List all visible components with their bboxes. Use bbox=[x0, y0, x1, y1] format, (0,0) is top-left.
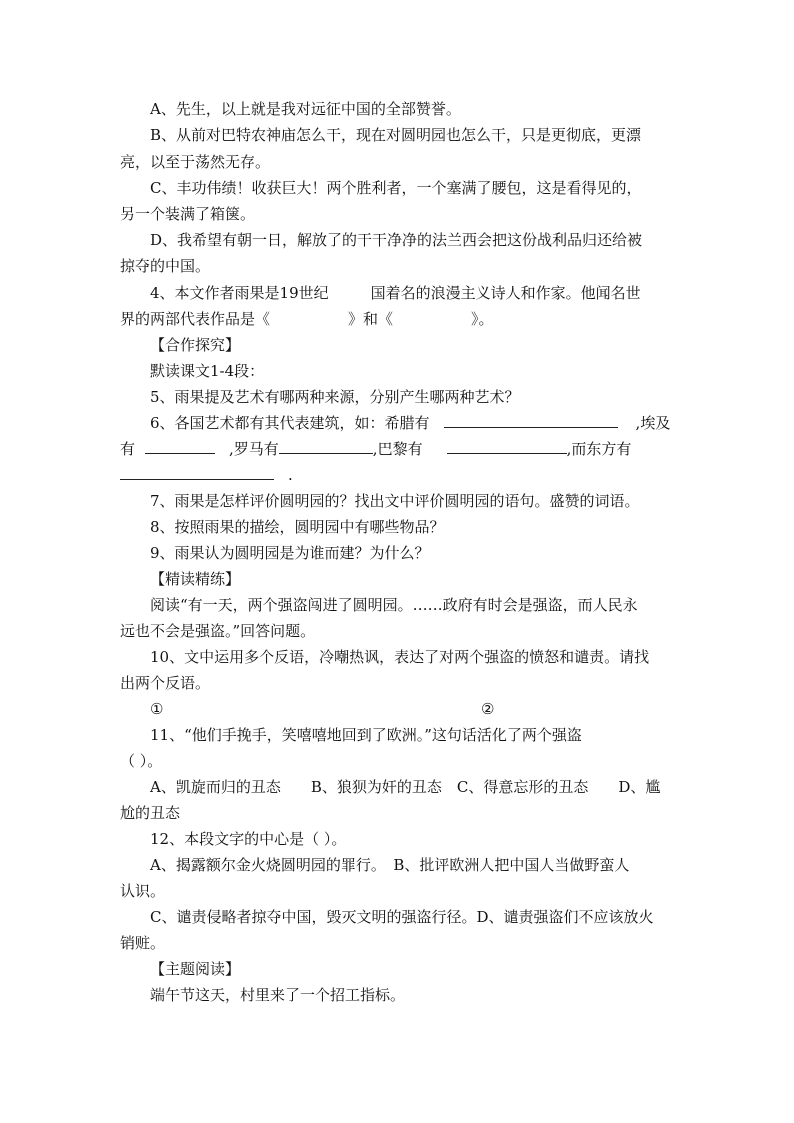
question-11-options: A、凯旋而归的丑态 B、狼狈为奸的丑态 C、得意忘形的丑态 D、尴 bbox=[150, 778, 661, 796]
question-6-continued bbox=[120, 438, 631, 460]
section-cooperative-inquiry: 【合作探究】 bbox=[150, 336, 241, 354]
option-b-continued: 亮，以至于荡然无存。 bbox=[120, 153, 271, 171]
question-9: 9、雨果认为圆明园是为谁而建？为什么？ bbox=[150, 544, 430, 562]
answer-blank-egypt[interactable] bbox=[145, 438, 215, 454]
question-6-text-c: 有 bbox=[120, 440, 136, 458]
option-b-line: B、从前对巴特农神庙怎么干，现在对圆明园也怎么干，只是更彻底，更漂 bbox=[150, 126, 642, 144]
question-11-options-continued: 尬的丑态 bbox=[120, 804, 181, 822]
question-4-text-e: 》。 bbox=[471, 310, 494, 328]
question-4-text-b: 国着名的浪漫主义诗人和作家。他闻名世 bbox=[370, 284, 641, 302]
question-12-option-cd-continued: 销赃。 bbox=[120, 934, 166, 952]
answer-blank-rome[interactable] bbox=[279, 438, 373, 454]
question-4-text-c: 界的两部代表作品是《 bbox=[120, 310, 271, 328]
question-11-bracket: （ ）。 bbox=[120, 752, 163, 770]
reading-instruction-continued: 远也不会是强盗。”回答问题。 bbox=[120, 622, 316, 640]
question-12: 12、本段文字的中心是（ ）。 bbox=[150, 830, 347, 848]
question-11: 11、“他们手挽手，笑嘻嘻地回到了欧洲。”这句话活化了两个强盗 bbox=[150, 726, 582, 744]
question-10-continued: 出两个反语。 bbox=[120, 674, 211, 692]
answer-blank-east[interactable] bbox=[120, 464, 274, 480]
answer-marker-2: ② bbox=[481, 700, 495, 718]
question-6-line bbox=[150, 412, 670, 434]
question-6-text-f: ,而东方有 bbox=[566, 440, 632, 458]
question-8: 8、按照雨果的描绘，圆明园中有哪些物品？ bbox=[150, 518, 445, 536]
option-d-line: D、我希望有朝一日，解放了的干干净净的法兰西会把这份战利品归还给被 bbox=[150, 231, 643, 249]
answer-blank-greece[interactable] bbox=[444, 412, 618, 428]
option-d-continued: 掠夺的中国。 bbox=[120, 257, 211, 275]
question-5: 5、雨果提及艺术有哪两种来源，分别产生哪两种艺术？ bbox=[150, 388, 520, 406]
option-c-continued: 另一个装满了箱箧。 bbox=[120, 205, 256, 223]
question-10: 10、文中运用多个反语，冷嘲热讽，表达了对两个强盗的愤怒和谴责。请找 bbox=[150, 648, 650, 666]
answer-marker-1: ① bbox=[150, 700, 164, 718]
reading-instruction: 阅读“有一天，两个强盗闯进了圆明园。……政府有时会是强盗，而人民永 bbox=[150, 596, 638, 614]
answer-blank-paris[interactable] bbox=[447, 438, 567, 454]
question-6-last-line bbox=[120, 464, 293, 486]
option-c-line: C、丰功伟绩！收获巨大！两个胜利者，一个塞满了腰包，这是看得见的， bbox=[150, 179, 642, 197]
question-4-continued bbox=[120, 308, 494, 330]
question-12-option-ab-continued: 认识。 bbox=[120, 882, 166, 900]
question-12-option-cd: C、谴责侵略者掠夺中国，毁灭文明的强盗行径。D、谴责强盗们不应该放火 bbox=[150, 908, 654, 926]
question-4-text-a: 4、本文作者雨果是19世纪 bbox=[150, 284, 329, 302]
question-6-text-b: ,埃及 bbox=[635, 414, 671, 432]
silent-reading-instruction: 默读课文1-4段： bbox=[150, 362, 265, 380]
question-4-line bbox=[150, 282, 641, 304]
section-theme-reading: 【主题阅读】 bbox=[150, 960, 241, 978]
question-12-option-ab: A、揭露额尔金火烧圆明园的罪行。 B、批评欧洲人把中国人当做野蛮人 bbox=[150, 856, 630, 874]
question-7: 7、雨果是怎样评价圆明园的？找出文中评价圆明园的语句。盛赞的词语。 bbox=[150, 492, 640, 510]
option-a-line: A、先生，以上就是我对远征中国的全部赞誉。 bbox=[150, 100, 461, 118]
question-6-text-e: ,巴黎有 bbox=[372, 440, 423, 458]
question-6-text-d: ,罗马有 bbox=[229, 440, 279, 458]
question-6-text-a: 6、各国艺术都有其代表建筑，如：希腊有 bbox=[150, 414, 430, 432]
question-4-text-d: 》和《 bbox=[348, 310, 394, 328]
section-close-reading: 【精读精练】 bbox=[150, 570, 241, 588]
question-6-text-g: . bbox=[288, 466, 293, 484]
passage-first-line: 端午节这天，村里来了一个招工指标。 bbox=[150, 986, 406, 1004]
